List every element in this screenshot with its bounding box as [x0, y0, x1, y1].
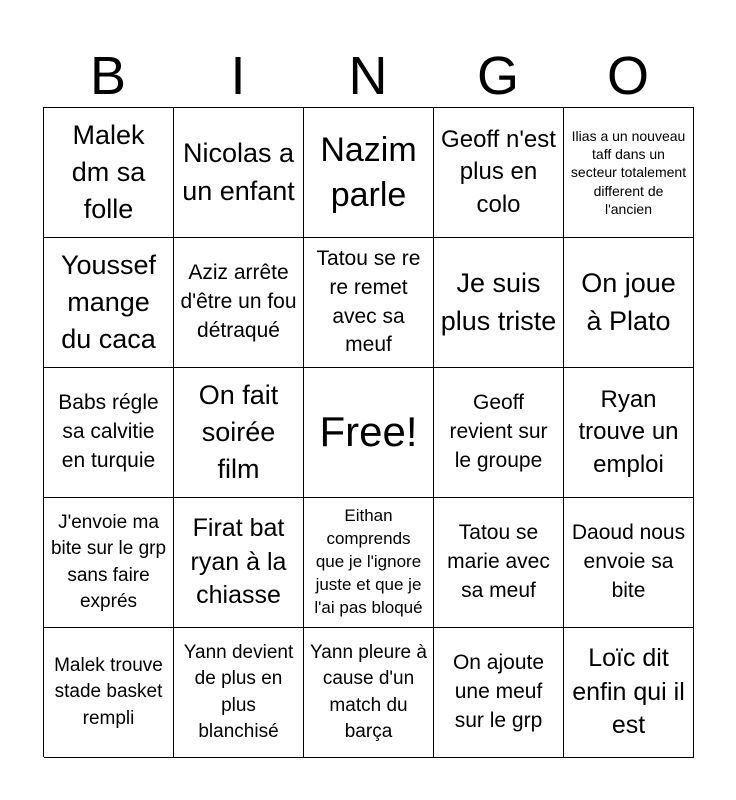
bingo-cell[interactable]	[564, 238, 694, 368]
bingo-cell[interactable]	[434, 108, 564, 238]
bingo-free-cell[interactable]	[304, 368, 434, 498]
bingo-cell[interactable]	[174, 238, 304, 368]
bingo-cell[interactable]	[174, 108, 304, 238]
bingo-cell-text: On ajoute une meuf sur le grp	[452, 651, 545, 732]
bingo-cell[interactable]	[44, 498, 174, 628]
bingo-cell-text: Tatou se re re remet avec sa meuf	[316, 246, 421, 357]
bingo-cell[interactable]	[174, 628, 304, 758]
bingo-cell-text: Daoud nous envoie sa bite	[571, 521, 686, 602]
bingo-cell-text: Geoff n'est plus en colo	[441, 125, 556, 218]
bingo-cell-text: Malek trouve stade basket rempli	[54, 655, 163, 729]
bingo-cell[interactable]	[44, 628, 174, 758]
bingo-cell[interactable]	[174, 368, 304, 498]
bingo-cell[interactable]	[304, 498, 434, 628]
bingo-cell[interactable]	[434, 498, 564, 628]
bingo-cell-text: Babs régle sa calvitie en turquie	[58, 391, 159, 472]
bingo-cell[interactable]	[44, 368, 174, 498]
bingo-cell[interactable]	[44, 238, 174, 368]
bingo-cell[interactable]	[564, 368, 694, 498]
bingo-cell[interactable]	[434, 238, 564, 368]
bingo-cell-text: Je suis plus triste	[440, 268, 557, 336]
bingo-cell-text: Ryan trouve un emploi	[578, 385, 679, 478]
header-letter-i: I	[230, 46, 246, 106]
bingo-cell-text: Ilias a un nouveau taff dans un secteur totalement different de l'ancien	[570, 128, 687, 217]
header-letter-g: G	[476, 46, 519, 106]
bingo-cell-text: Geoff revient sur le groupe	[449, 391, 548, 472]
bingo-cell-text: Yann devient de plus en plus blanchisé	[183, 642, 294, 742]
bingo-cell-text: Firat bat ryan à la chiasse	[190, 513, 287, 610]
bingo-cell[interactable]	[564, 628, 694, 758]
bingo-cell-text: Eithan comprends que je l'ignore juste et que je l'ai pas bloqué	[314, 506, 423, 617]
bingo-cell[interactable]	[564, 108, 694, 238]
bingo-cell-text: Loïc dit enfin qui il est	[572, 643, 685, 740]
bingo-cell-text: Youssef mange du caca	[60, 249, 157, 355]
bingo-cell[interactable]	[564, 498, 694, 628]
bingo-cell[interactable]	[304, 108, 434, 238]
bingo-cell[interactable]	[434, 368, 564, 498]
bingo-cell[interactable]	[304, 628, 434, 758]
bingo-cell-text: On joue à Plato	[581, 268, 676, 336]
bingo-cell[interactable]	[304, 238, 434, 368]
header-letter-n: N	[348, 46, 388, 106]
header-letter-b: B	[89, 46, 127, 106]
bingo-cell-text: Malek dm sa folle	[71, 119, 146, 225]
header-letter-o: O	[606, 46, 649, 106]
bingo-cell[interactable]	[434, 628, 564, 758]
bingo-cell[interactable]	[174, 498, 304, 628]
bingo-cell-text: Tatou se marie avec sa meuf	[447, 521, 550, 602]
bingo-cell-text: Nicolas a un enfant	[182, 138, 295, 206]
bingo-header	[43, 46, 693, 106]
bingo-board	[43, 107, 694, 757]
bingo-cell-text: J'envoie ma bite sur le grp sans faire exprés	[50, 512, 167, 612]
bingo-cell-text: Nazim parle	[320, 130, 417, 214]
bingo-cell-text: Yann pleure à cause d'un match du barça	[310, 642, 427, 742]
bingo-cell-text: Free!	[319, 408, 418, 456]
bingo-cell[interactable]	[44, 108, 174, 238]
bingo-cell-text: On fait soirée film	[198, 379, 279, 485]
bingo-cell-text: Aziz arrête d'être un fou détraqué	[180, 261, 297, 342]
